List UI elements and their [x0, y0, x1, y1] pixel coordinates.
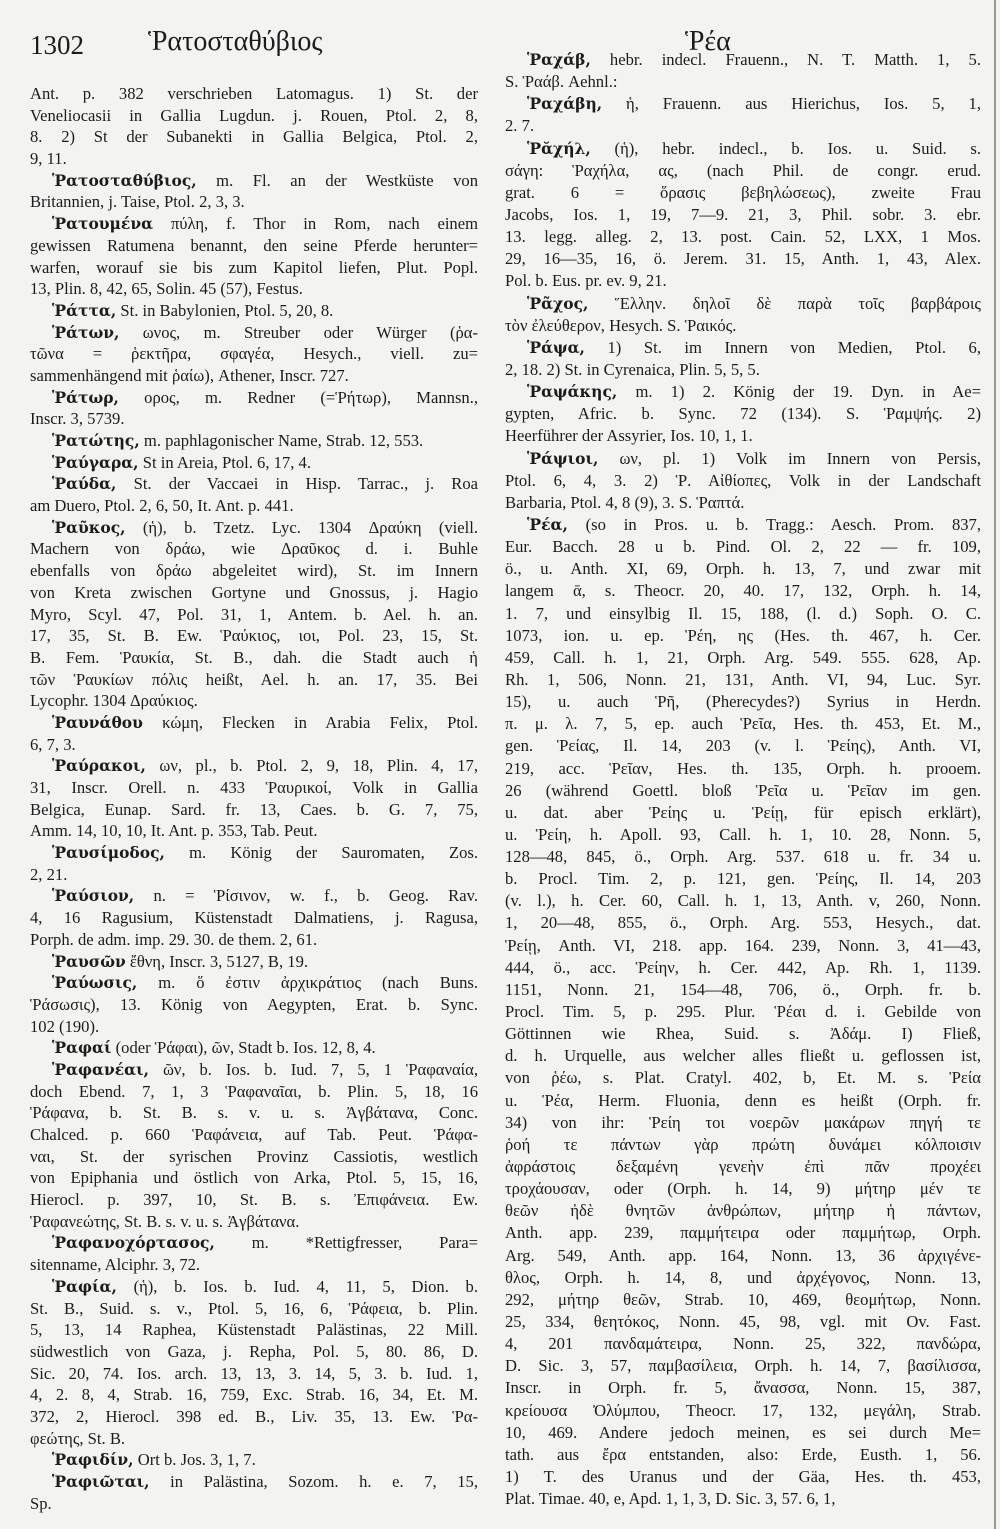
entry-line: doch Ebend. 7, 1, 3 Ῥαφαναῖαι, b. Plin. 5, 18, 16	[30, 1081, 478, 1101]
dictionary-entry	[30, 1059, 478, 1233]
dictionary-entry	[505, 138, 981, 293]
entry-line: 372, 2, Hierocl. 398 ed. B., Liv. 35, 13. Ew. Ῥα-	[30, 1406, 478, 1426]
entry-line: τῶνα = ῥεκτῆρα, σφαγέα, Hesych., viell. zu=	[30, 344, 478, 364]
entry-line: Myro, Scyl. 47, Pol. 31, 1, Antem. b. Ael. h. an.	[30, 604, 478, 624]
entry-line: Ῥατουμένα πύλη, f. Thor in Rom, nach einem	[52, 214, 478, 234]
entry-line: B. Fem. Ῥαυκία, St. B., dah. die Stadt auch ἡ	[30, 647, 478, 667]
entry-headword: Ῥάψα,	[527, 337, 585, 357]
entry-line: gypten, Afric. b. Sync. 72 (134). S. Ῥαμψής. 2)	[505, 404, 981, 424]
entry-line: Ῥαφανεώτης, St. B. s. v. u. s. Ἀγβάτανα.	[30, 1211, 300, 1231]
entry-line: 6, 7, 3.	[30, 734, 76, 754]
dictionary-entry	[30, 322, 478, 387]
entry-line: 13. legg. alleg. 2, 13. post. Cain. 52, LXX, 1 Mos.	[505, 227, 981, 247]
entry-line: Sic. 20, 74. Ios. arch. 13, 13, 3. 14, 5, 3. b. Iud. 1,	[30, 1363, 478, 1383]
dictionary-entry	[30, 517, 478, 712]
entry-line: Ῥατώτης, m. paphlagonischer Name, Strab. 12, 553.	[52, 431, 424, 450]
entry-line: Hierocl. p. 397, 10, St. B. s. Ἐπιφάνεια. Ew.	[30, 1190, 478, 1210]
entry-line: Arg. 549, Anth. app. 164, Nonn. 13, 36 ἀρχιγένε-	[505, 1245, 981, 1265]
entry-line: Porph. de adm. imp. 29. 30. de them. 2, 61.	[30, 929, 318, 949]
dictionary-entry	[505, 448, 981, 514]
entry-line: Ῥαύωσις, m. ὅ ἐστιν ἀρχικράτιος (nach Buns.	[52, 973, 478, 993]
entry-line: Ῥέα, (so in Pros. u. b. Tragg.: Aesch. Prom. 837,	[527, 514, 981, 534]
entry-line: Ῥάψιοι, ων, pl. 1) Volk im Innern von Persis,	[527, 448, 981, 468]
entry-line: Ῥατοσταθύβιος, m. Fl. an der Westküste von	[52, 170, 478, 190]
entry-headword: Ῥαφαί	[52, 1038, 112, 1058]
entry-line: Chalced. p. 660 Ῥαφάνεια, auf Tab. Peut. Ῥάφα-	[30, 1125, 478, 1144]
entry-line: Ῥάφανα, b. St. B. s. v. u. s. Ἀγβάτανα, Conc.	[30, 1103, 478, 1123]
entry-line: b. Procl. Tim. 2, p. 121, gen. Ῥείης, Il. 14, 203	[505, 869, 981, 889]
entry-headword: Ῥάτων,	[52, 322, 120, 342]
entry-line: u. dat. aber Ῥείης u. Ῥείῃ, für episch erklärt),	[505, 802, 981, 822]
entry-line: 128—48, 845, ö., Orph. Arg. 537. 618 u. fr. 34 u.	[505, 847, 981, 867]
entry-line: Ῥαφιῶται, in Palästina, Sozom. h. e. 7, 15,	[52, 1472, 478, 1491]
entry-line: Ῥαύγαρα, St in Areia, Ptol. 6, 17, 4.	[52, 452, 311, 472]
entry-line: Ῥαφανέαι, ῶν, b. Ios. b. Iud. 7, 5, 1 Ῥαφαναία,	[52, 1059, 478, 1079]
dictionary-entry	[30, 1232, 478, 1275]
entry-line: Ῥείῃ, Anth. VI, 218. app. 164. 239, Nonn. 3, 41—43,	[505, 935, 981, 955]
entry-line: gewissen Ratumena benannt, den seine Pferde herunter=	[30, 235, 478, 255]
entry-line: Ῥάψα, 1) St. im Innern von Medien, Ptol. 6,	[527, 337, 981, 357]
entry-line: 1073, ion. u. ep. Ῥέη, ης (Hes. th. 467, h. Cer.	[505, 625, 981, 645]
entry-line: Ῥαῦκος, (ἡ), b. Tzetz. Lyc. 1304 Δραύκη (viell.	[52, 517, 478, 537]
dictionary-entry	[30, 213, 478, 300]
entry-line: Procl. Tim. 5, p. 295. Plur. Ῥέαι d. i. Gebilde von	[505, 1002, 981, 1022]
entry-line: Belgica, Eunap. Sard. fr. 13, Caes. b. G. 7, 75,	[30, 799, 478, 819]
entry-headword: Ῥάττα,	[52, 300, 117, 320]
entry-line: Ῥαυσίμοδος, m. König der Sauromaten, Zos.	[52, 843, 478, 863]
entry-line: Rh. 1, 506, Nonn. 21, 131, Anth. VI, 94, Luc. Syr.	[505, 669, 981, 689]
dictionary-entry	[505, 49, 981, 93]
dictionary-entry	[505, 93, 981, 137]
entry-headword: Ῥατοσταθύβιος,	[52, 170, 197, 190]
entry-line: Ῥαφαί (oder Ῥάφαι), ῶν, Stadt b. Ios. 12, 8, 4.	[52, 1038, 376, 1058]
dictionary-entry	[30, 712, 478, 755]
entry-line: 4, 16 Ragusium, Küstenstadt Dalmatiens, j. Ragusa,	[30, 908, 478, 928]
entry-line: 1. 7, und einsylbig Il. 15, 188, (l. d.) Soph. O. C.	[505, 603, 981, 623]
entry-line: 15), u. auch Ῥῆ, (Pherecydes?) Syrius in Herdn.	[505, 692, 981, 712]
entry-line: 1151, Nonn. 21, 154—48, 706, ö., Orph. fr. b.	[505, 979, 981, 999]
entry-line: 5, 13, 14 Raphea, Küstenstadt Palästinas, 22 Mill.	[30, 1320, 478, 1340]
entry-line: τροχάουσαν, oder (Orph. h. 14, 9) μήτηρ μέν τε	[505, 1179, 981, 1199]
entry-line: von Epiphania und östlich von Arka, Ptol. 5, 15, 16,	[30, 1168, 478, 1188]
entry-line: Plat. Timae. 40, e, Apd. 1, 1, 3, D. Sic. 3, 57. 6, 1,	[505, 1489, 836, 1509]
entry-headword: Ῥαυσῶν	[52, 951, 126, 971]
entry-line: u. Ῥείη, h. Apoll. 93, Call. h. 1, 10. 28, Nonn. 5,	[505, 824, 981, 844]
entry-line: sitenname, Alciphr. 3, 72.	[30, 1255, 201, 1275]
entry-line: Inscr. in Orph. fr. 5, ἄνασσα, Nonn. 15, 387,	[505, 1378, 981, 1398]
entry-line: warfen, worauf sie bis zum Kapitol liefen, Plut. Popl.	[30, 257, 478, 277]
entry-line: ῥοή τε πάντων γὰρ πρώτη δυνάμει κόλποισιν	[505, 1134, 981, 1154]
dictionary-entry	[505, 514, 981, 1510]
entry-line: von ῥέω, s. Plat. Cratyl. 402, b, Et. M. s. Ῥεία	[505, 1068, 981, 1088]
entry-line: Ptol. 6, 4, 3. 2) Ῥ. Αἰθίοπες, Volk in der Landschaft	[505, 470, 981, 490]
entry-line: am Duero, Ptol. 2, 6, 50, It. Ant. p. 441.	[30, 496, 294, 516]
entry-headword: Ῥαφανέαι,	[52, 1059, 149, 1079]
entry-line: 444, ö., acc. Ῥείην, h. Cer. 442, Ap. Rh. 1, 1139.	[505, 957, 981, 977]
entry-line: 459, Call. h. 1, 21, Orph. Arg. 549. 555. 628, Ap.	[505, 647, 981, 667]
entry-headword: Ῥαψάκης,	[527, 382, 618, 402]
entry-line: 292, μήτηρ θεῶν, Strab. 10, 469, θεομήτωρ, Nonn.	[505, 1289, 981, 1309]
entry-line: Heerführer der Assyrier, Ios. 10, 1, 1.	[505, 426, 753, 446]
dictionary-entry	[30, 1449, 478, 1471]
entry-line: 17, 35, St. B. Ew. Ῥαύκιος, ιοι, Pol. 23, 15, St.	[30, 626, 478, 646]
entry-headword: Ῥαφιδίν,	[52, 1450, 134, 1470]
entry-line: Jacobs, Ios. 1, 19, 7—9. 21, 3, Phil. sobr. 3. ebr.	[505, 204, 981, 224]
entry-line: Amm. 14, 10, 10, It. Ant. p. 353, Tab. Peut.	[30, 821, 318, 841]
entry-line: u. Ῥέα, Herm. Fluonia, denn es heißt (Orph. fr.	[505, 1090, 981, 1110]
entry-line: 4, 2. 8, 4, Strab. 16, 759, Exc. Strab. 16, 34, Et. M.	[30, 1385, 478, 1405]
entry-line: 10, 469. Andere jedoch meinen, es sei durch Me=	[505, 1422, 981, 1442]
entry-line: Ῥαύδα, St. der Vaccaei in Hisp. Tarrac., j. Roa	[52, 474, 478, 494]
entry-headword: Ῥάτωρ,	[52, 387, 119, 407]
entry-line: 26 (während Goettl. bloß Ῥεῖα u. Ῥεῖαν im gen.	[505, 780, 981, 800]
entry-headword: Ῥαῦκος,	[52, 517, 126, 537]
entry-line: 2, 21.	[30, 864, 68, 884]
dictionary-entry	[30, 972, 478, 1037]
entry-line: ebenfalls von δράω abgeleitet wird), St. im Innern	[30, 561, 478, 581]
entry-line: Britannien, j. Taise, Ptol. 2, 3, 3.	[30, 192, 245, 212]
left-column	[30, 83, 478, 1514]
entry-line: Ῥαφιδίν, Ort b. Jos. 3, 1, 7.	[52, 1450, 256, 1470]
entry-line: 29, 16—35, 16, ö. Jerem. 31. 15, Anth. 1, 43, Alex.	[505, 249, 981, 269]
entry-line: Ῥάτωρ, ορος, m. Redner (=Ῥήτωρ), Mannsn.,	[52, 387, 478, 407]
dictionary-entry	[30, 170, 478, 213]
entry-line: St. B., Suid. s. v., Ptol. 5, 16, 6, Ῥάφεια, b. Plin.	[30, 1298, 478, 1318]
entry-line: Lycophr. 1304 Δραύκιος.	[30, 691, 198, 711]
entry-line: 34) von ihr: Ῥείη τοι νοερῶν μακάρων πηγή τε	[505, 1112, 981, 1132]
right-column	[505, 49, 981, 1510]
entry-line: Inscr. 3, 5739.	[30, 409, 125, 429]
entry-headword: Ῥαφανοχόρτασος,	[52, 1233, 215, 1253]
page-number: 1302	[30, 30, 84, 60]
entry-line: D. Sic. 3, 57, παμβασίλεια, Orph. h. 14, 7, βασίλισσα,	[505, 1356, 981, 1376]
entry-line: Ῥαύσιον, n. = Ῥίσινον, w. f., b. Geog. Rav.	[52, 886, 478, 906]
entry-headword: Ῥαύσιον,	[52, 886, 135, 906]
dictionary-entry	[30, 430, 478, 452]
entry-line: Ῥαχάβ, hebr. indecl. Frauenn., N. T. Matth. 1, 5.	[527, 50, 981, 69]
entry-line: τῶν Ῥαυκίων πόλις heißt, Ael. h. an. 17, 35. Bei	[30, 669, 478, 689]
entry-headword: Ῥαφιῶται,	[52, 1472, 150, 1491]
dictionary-entry	[30, 387, 478, 430]
entry-line: Ῥαχάβη, ἡ, Frauenn. aus Hierichus, Ios. 5, 1,	[527, 94, 981, 114]
entry-line: Ant. p. 382 verschrieben Latomagus. 1) St. der	[30, 84, 478, 103]
entry-line: langem ᾱ, s. Theocr. 20, 40. 17, 132, Orph. h. 14,	[505, 581, 981, 601]
entry-line: 13, Plin. 8, 42, 65, Solin. 45 (57), Festus.	[30, 279, 303, 299]
entry-line: Sp.	[30, 1493, 52, 1513]
running-head-right: Ῥέα	[685, 26, 731, 57]
entry-headword: Ῥαύγαρα,	[52, 452, 139, 472]
entry-line: 9, 11.	[30, 149, 67, 169]
dictionary-entry	[30, 300, 478, 322]
entry-line: σάγη: Ῥαχήλα, ας, (nach Phil. de congr. erud.	[505, 160, 981, 180]
dictionary-entry	[30, 842, 478, 885]
entry-headword: Ῥαύδα,	[52, 474, 117, 494]
entry-line: gen. Ῥείας, Il. 14, 203 (v. l. Ῥείης), Anth. VI,	[505, 736, 981, 756]
entry-line: 31, Inscr. Orell. n. 433 Ῥαυρικοί, Volk in Gallia	[30, 778, 478, 797]
entry-line: π. μ. λ. 7, 5, ep. auch Ῥεῖα, Hes. th. 453, Et. M.,	[505, 714, 981, 734]
entry-headword: Ῥάψιοι,	[527, 448, 599, 468]
running-head-left: Ῥατοσταθύβιος	[148, 26, 323, 57]
entry-line: 25, 334, θεητόκος, Nonn. 45, 98, vgl. mit Ov. Fast.	[505, 1312, 981, 1332]
entry-line: Veneliocasii in Gallia Lugdun. j. Rouen, Ptol. 2, 8,	[30, 105, 478, 125]
page-edge	[994, 0, 996, 1529]
dictionary-entry	[30, 473, 478, 516]
entry-headword: Ῥαυνάθου	[52, 712, 143, 732]
entry-line: Ῥᾶχος, Ἕλλην. δηλοῖ δὲ παρὰ τοῖς βαρβάροις	[527, 293, 981, 313]
entry-line: Ῥάττα, St. in Babylonien, Ptol. 5, 20, 8.	[52, 300, 334, 320]
entry-line: Göttinnen wie Rhea, Suid. s. Ἀδάμ. I) Fließ,	[505, 1024, 981, 1044]
entry-line: τὸν ἐλεύθερον, Hesych. S. Ῥαικός.	[505, 315, 737, 335]
entry-line: tath. aus ἔρα entstanden, also: Erde, Eusth. 1, 56.	[505, 1444, 981, 1464]
entry-headword: Ῥαυσίμοδος,	[52, 843, 165, 863]
entry-line: Ῥαφία, (ἡ), b. Ios. b. Iud. 4, 11, 5, Dion. b.	[52, 1276, 478, 1296]
entry-headword: Ῥαχάβη,	[527, 94, 603, 114]
entry-line: 8. 2) St der Subanekti in Gallia Belgica, Ptol. 2,	[30, 127, 478, 147]
dictionary-entry	[30, 83, 478, 170]
entry-line: Ῥαψάκης, m. 1) 2. König der 19. Dyn. in Ae=	[527, 382, 981, 402]
dictionary-entry	[505, 381, 981, 447]
dictionary-entry	[30, 885, 478, 950]
dictionary-entry	[30, 1471, 478, 1514]
entry-line: 1) T. des Uranus und der Gäa, Hes. th. 453,	[505, 1467, 981, 1486]
entry-headword: Ῥατώτης,	[52, 431, 140, 450]
entry-line: Ῥαυσῶν ἔθνη, Inscr. 3, 5127, B, 19.	[52, 951, 309, 971]
dictionary-entry	[505, 293, 981, 337]
entry-line: 1, 20—48, 855, ö., Orph. Arg. 553, Hesych., dat.	[505, 913, 981, 933]
entry-line: Ῥᾰχήλ, (ἡ), hebr. indecl., b. Ios. u. Suid. s.	[527, 138, 981, 158]
entry-line: Ῥαυνάθου κώμη, Flecken in Arabia Felix, Ptol.	[52, 712, 478, 732]
entry-line: Ῥαφανοχόρτασος, m. *Rettigfresser, Para=	[52, 1233, 478, 1253]
entry-line: 2, 18. 2) St. in Cyrenaica, Plin. 5, 5, 5.	[505, 359, 760, 379]
entry-line: S. Ῥαάβ. Aehnl.:	[505, 72, 618, 92]
entry-line: südwestlich von Gaza, j. Repha, Pol. 5, 80. 86, D.	[30, 1341, 478, 1361]
entry-line: (v. l.), h. Cer. 60, Call. h. 1, 13, Anth. v, 260, Nonn.	[505, 891, 981, 911]
entry-line: ö., u. Anth. XI, 69, Orph. h. 13, 7, und zwar mit	[505, 559, 981, 579]
dictionary-entry	[505, 337, 981, 381]
entry-headword: Ῥαχάβ,	[527, 50, 591, 69]
entry-line: Ῥαύρακοι, ων, pl., b. Ptol. 2, 9, 18, Plin. 4, 17,	[52, 756, 478, 776]
entry-headword: Ῥέα,	[527, 514, 568, 534]
entry-line: Barbaria, Ptol. 4, 8 (9), 3. S. Ῥαπτά.	[505, 492, 745, 512]
entry-line: grat. 6 = ὅρασις βεβηλώσεως), zweite Frau	[505, 182, 981, 202]
entry-line: ἀφράστοις δεξαμένη γενεὴν ἐπὶ πᾶν προχέει	[505, 1157, 981, 1177]
entry-line: 102 (190).	[30, 1016, 100, 1036]
dictionary-entry	[30, 755, 478, 842]
entry-line: von Kreta zwischen Gortyne und Gnossus, j. Hagio	[30, 582, 478, 602]
entry-headword: Ῥατουμένα	[52, 214, 154, 234]
entry-line: 219, acc. Ῥεῖαν, Hes. th. 135, Orph. h. prooem.	[505, 758, 981, 778]
entry-headword: Ῥᾶχος,	[527, 293, 589, 313]
entry-line: Machern von δράω, wie Δραῦκος d. i. Buhle	[30, 539, 478, 559]
entry-headword: Ῥᾰχήλ,	[527, 138, 591, 158]
entry-line: θεῶν ἠδὲ θνητῶν ἀνθρώπων, μήτηρ ἡ πάντων,	[505, 1201, 981, 1221]
entry-line: Ῥάσωσις), 13. König von Aegypten, Erat. b. Sync.	[30, 994, 478, 1014]
entry-line: ναι, St. der syrischen Provinz Cassiotis, westlich	[30, 1146, 478, 1166]
dictionary-entry	[30, 1276, 478, 1450]
dictionary-entry	[30, 951, 478, 973]
entry-line: Eur. Bacch. 28 u b. Pind. Ol. 2, 22 — fr. 109,	[505, 537, 981, 557]
entry-line: sammenhängend mit ῥαίω), Athener, Inscr. 727.	[30, 365, 349, 385]
entry-headword: Ῥαύρακοι,	[52, 756, 146, 776]
entry-line: Pol. b. Eus. pr. ev. 9, 21.	[505, 271, 667, 291]
dictionary-entry	[30, 1037, 478, 1059]
entry-headword: Ῥαφία,	[52, 1276, 117, 1296]
entry-line: κρείουσα Ὀλύμπου, Theocr. 17, 132, μεγάλη, Strab.	[505, 1400, 981, 1420]
entry-headword: Ῥαύωσις,	[52, 973, 138, 993]
entry-line: 4, 201 πανδαμάτειρα, Nonn. 25, 322, πανδώρα,	[505, 1334, 981, 1354]
entry-line: θλος, Orph. h. 14, 8, und ἀρχέγονος, Nonn. 13,	[505, 1267, 981, 1287]
entry-line: Ῥάτων, ωνος, m. Streuber oder Würger (ῥα-	[52, 322, 478, 342]
entry-line: Anth. app. 239, παμμήτειρα oder παμμήτωρ, Orph.	[505, 1223, 981, 1243]
dictionary-entry	[30, 452, 478, 474]
entry-line: 2. 7.	[505, 116, 535, 136]
entry-line: φεώτης, St. B.	[30, 1428, 126, 1448]
entry-line: d. h. Urquelle, aus welcher alles fließt u. geflossen ist,	[505, 1046, 981, 1066]
